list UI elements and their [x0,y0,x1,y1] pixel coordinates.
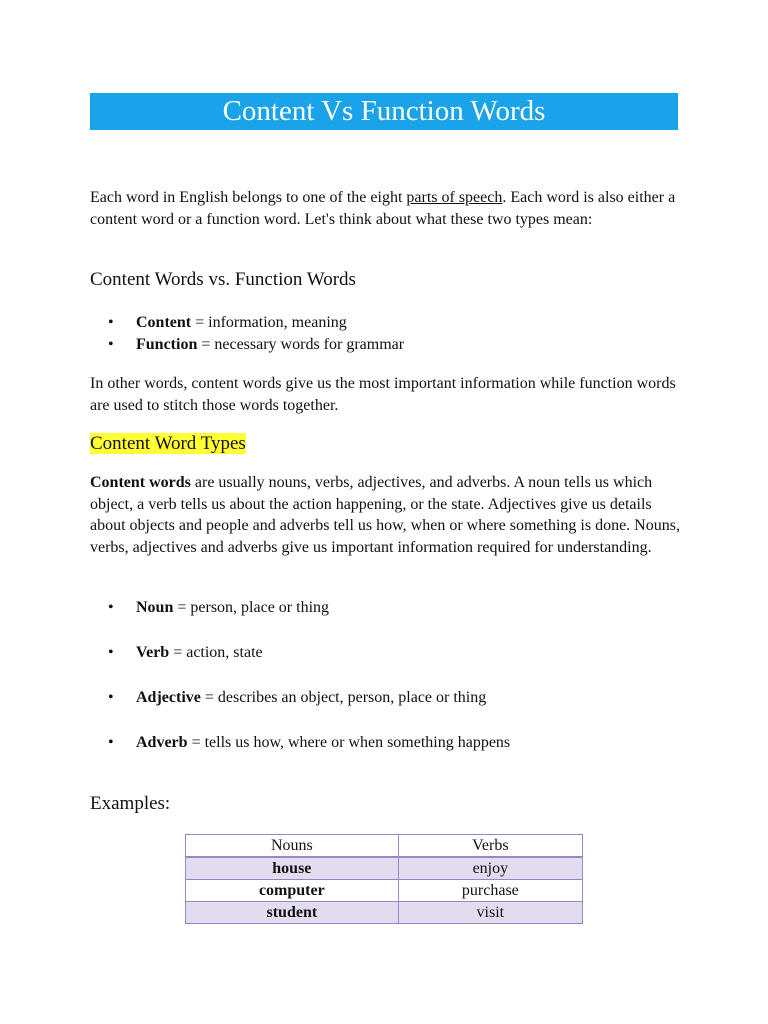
term: Content [136,314,192,331]
list-item [108,597,510,642]
term: Adverb [136,734,188,751]
column-header-verbs: Verbs [398,835,582,858]
intro-text-end: . Each word is also either a content word or a function word. Let's think about what these two types mean: [90,189,676,228]
examples-table [185,834,583,924]
term: Noun [136,599,174,616]
parts-of-speech-link[interactable]: parts of speech [406,189,503,206]
list-item [108,312,404,334]
noun-cell: computer [186,880,399,902]
definition: = necessary words for grammar [197,336,405,353]
definition: = action, state [169,644,263,661]
definition-list [108,312,404,356]
examples-heading: Examples: [90,793,171,814]
paragraph-body: are usually nouns, verbs, adjectives, and adverbs. A noun tells us which object, a verb tells us about the action happening, or the state. Adjectives give us details about objects and people and adverbs tell us how, when or where something is done. Nouns, verbs, adjectives and adverbs give us important information required for understanding. [90,474,680,556]
intro-paragraph [90,187,680,230]
table-header-row [186,835,583,858]
list-item [108,732,510,777]
column-header-nouns: Nouns [186,835,399,858]
term: Function [136,336,198,353]
list-item [108,642,510,687]
definition: = person, place or thing [173,599,330,616]
highlighted-heading: Content Word Types [90,433,246,454]
summary-paragraph: In other words, content words give us the most important information while function words are used to stitch those words together. [90,375,676,414]
definition: = information, meaning [191,314,347,331]
list-item [108,334,404,356]
noun-cell: student [186,902,399,924]
table-row [186,902,583,924]
section-heading-content-word-types [90,432,246,456]
page-title: Content Vs Function Words [90,93,678,130]
term: Adjective [136,689,201,706]
verb-cell: enjoy [398,857,582,880]
table-row [186,857,583,880]
noun-cell: house [186,857,399,880]
verb-cell: visit [398,902,582,924]
list-item [108,687,510,732]
intro-text-start: Each word in English belongs to one of the eight [90,189,407,206]
table-row [186,880,583,902]
section-heading-content-vs-function: Content Words vs. Function Words [90,269,356,290]
content-words-paragraph [90,472,680,558]
definition: = describes an object, person, place or thing [200,689,487,706]
word-type-list [108,597,510,777]
verb-cell: purchase [398,880,582,902]
bold-lead: Content words [90,474,191,491]
term: Verb [136,644,170,661]
definition: = tells us how, where or when something happens [187,734,511,751]
